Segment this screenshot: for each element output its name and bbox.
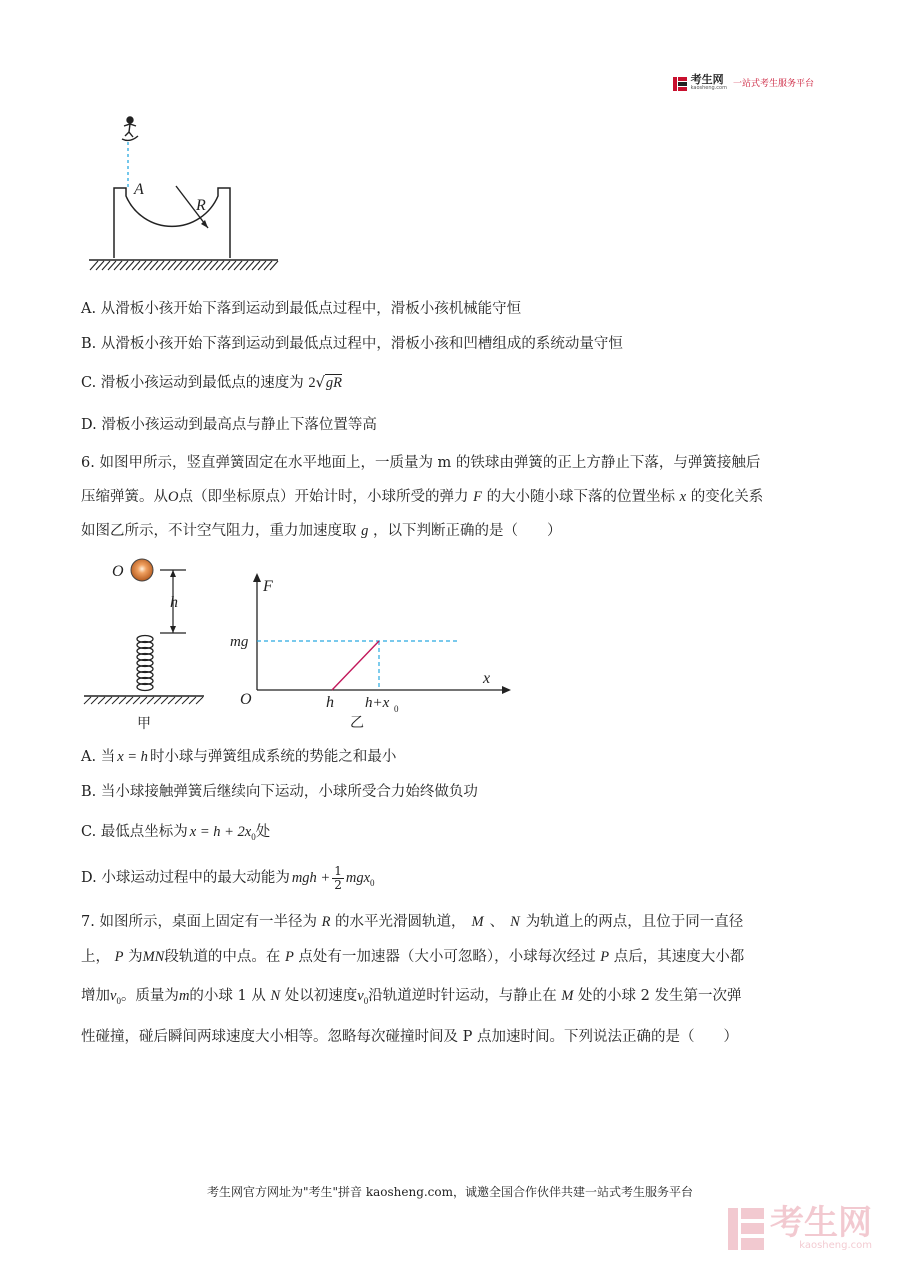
footer-text: 考生网官方网址为"考生"拼音 kaosheng.com，诚邀全国合作伙伴共建一站式考生服务平台 bbox=[206, 1185, 694, 1199]
force-line bbox=[332, 641, 379, 690]
yi-label-mg: mg bbox=[230, 634, 249, 650]
jia-caption: 甲 bbox=[137, 716, 151, 732]
yi-label-o: O bbox=[240, 691, 252, 708]
q6-stem-line3: 如图乙所示，不计空气阻力，重力加速度取 g ，以下判断正确的是（ ） bbox=[81, 523, 562, 539]
yi-label-hx0: h+x bbox=[365, 695, 390, 711]
q6-stem-line1: 6. 如图甲所示，竖直弹簧固定在水平地面上，一质量为 m 的铁球由弹簧的正上方静止下落，与弹簧接触后 bbox=[81, 455, 761, 471]
figure-yi-graph bbox=[225, 565, 520, 735]
yi-label-f: F bbox=[263, 578, 273, 595]
yi-label-x: x bbox=[483, 670, 491, 687]
logo-slogan: 一站式考生服务平台 bbox=[732, 79, 814, 89]
q7-stem-line2: 上， P 为MN段轨道的中点。在 P 点处有一加速器（大小可忽略），小球每次经过 P 点后，其速度大小都 bbox=[81, 949, 745, 965]
fraction-one-half: $\frac{1}{2}$ bbox=[334, 863, 342, 892]
header-logo[interactable] bbox=[673, 74, 814, 91]
q5-option-a: A. 从滑板小孩开始下落到运动到最低点过程中，滑板小孩机械能守恒 bbox=[81, 301, 522, 317]
q7-stem-line4: 性碰撞，碰后瞬间两球速度大小相等。忽略每次碰撞时间及 P 点加速时间。下列说法正确的是（ ） bbox=[81, 1029, 738, 1045]
spring bbox=[137, 636, 153, 691]
q5-option-b: B. 从滑板小孩开始下落到运动到最低点过程中，滑板小孩和凹槽组成的系统动量守恒 bbox=[81, 336, 623, 352]
q6-option-a: A. 当 x = h 时小球与弹簧组成系统的势能之和最小 bbox=[81, 749, 397, 765]
figure-groove bbox=[84, 112, 284, 282]
watermark-logo bbox=[728, 1203, 872, 1251]
iron-ball bbox=[131, 559, 153, 581]
q7-stem-line3: 增加$v_0$。质量为m的小球 1 从 N 处以初速度$v_0$沿轨道逆时针运动，与静止在 M 处的小球 2 发生第一次弹 bbox=[81, 988, 742, 1006]
q5-c-coef: 2 bbox=[308, 375, 316, 391]
jia-label-o: O bbox=[112, 563, 124, 580]
logo-name: 考生网 bbox=[690, 73, 724, 86]
label-a: A bbox=[134, 181, 144, 198]
yi-label-h: h bbox=[326, 694, 334, 711]
q6-option-d: D. 小球运动过程中的最大动能为 mgh + $\frac{1}{2}$ mgx$_0$ bbox=[81, 863, 375, 892]
watermark-name: 考生网 bbox=[770, 1203, 872, 1243]
q5-option-d: D. 滑板小孩运动到最高点与静止下落位置等高 bbox=[81, 417, 377, 433]
yi-caption: 乙 bbox=[350, 715, 364, 731]
q7-stem-line1: 7. 如图所示，桌面上固定有一半径为 R 的水平光滑圆轨道， M 、 N 为轨道上的两点，且位于同一直径 bbox=[81, 914, 744, 930]
q6-option-b: B. 当小球接触弹簧后继续向下运动，小球所受合力始终做负功 bbox=[81, 784, 478, 800]
jia-label-h: h bbox=[170, 594, 178, 611]
watermark-domain: kaosheng.com bbox=[799, 1240, 872, 1251]
q5-option-c-text: C. 滑板小孩运动到最低点的速度为 bbox=[81, 375, 304, 391]
skateboarder-icon bbox=[122, 117, 138, 140]
q5-c-radicand: gR bbox=[325, 375, 343, 391]
yi-label-x0-sub: 0 bbox=[394, 704, 399, 714]
q6-stem-line2: 压缩弹簧。从O点（即坐标原点）开始计时，小球所受的弹力 F 的大小随小球下落的位置坐标 x 的变化关系 bbox=[81, 489, 764, 505]
logo-domain: kaosheng.com bbox=[690, 85, 727, 91]
kaosheng-logo-icon bbox=[673, 76, 687, 90]
label-r: R bbox=[196, 197, 206, 214]
watermark-logo-icon bbox=[728, 1208, 764, 1250]
figure-jia bbox=[82, 555, 212, 735]
q6-option-c: C. 最低点坐标为 $x = h + 2x_0$处 bbox=[81, 824, 271, 842]
q5-option-c: C. 滑板小孩运动到最低点的速度为 2√gR bbox=[81, 375, 343, 391]
